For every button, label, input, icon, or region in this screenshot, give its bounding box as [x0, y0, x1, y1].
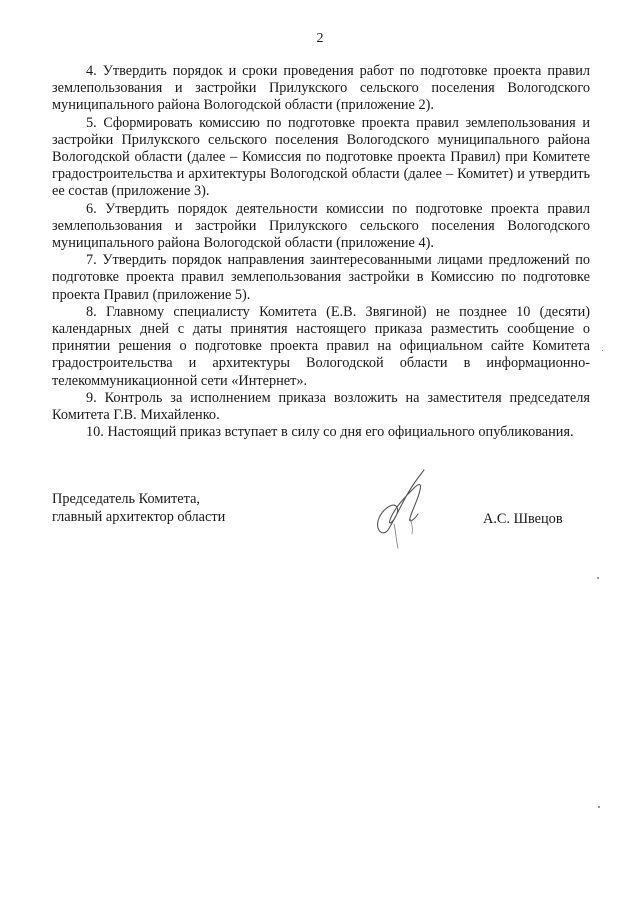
- handwritten-signature: [366, 462, 446, 552]
- paragraph-6: 6. Утвердить порядок деятельности комиссии по подготовке проекта правил землепользования и застройки Прилукского сельского поселения Вологодского муниципального района Вологодской области (приложение 4).: [52, 200, 590, 252]
- signatory-position-line-2: главный архитектор области: [52, 508, 226, 525]
- paragraph-8: 8. Главному специалисту Комитета (Е.В. Звягиной) не позднее 10 (десяти) календарных дней с даты принятия настоящего приказа разместить сообщение о принятии решения о подготовке проекта правил на официальном сайте Комитета градостроительства и архитектуры Вологодской области в информационно-телекоммуникационной сети «Интернет».: [52, 303, 590, 389]
- scan-speck: [597, 577, 599, 579]
- paragraph-10: 10. Настоящий приказ вступает в силу со дня его официального опубликования.: [86, 424, 574, 441]
- paragraph-5: 5. Сформировать комиссию по подготовке проекта правил землепользования и застройки Прилукского сельского поселения Вологодского муниципального района Вологодской области (далее – Комиссия по подготовке проекта Правил) при Комитете градостроительства и архитектуры Вологодской области (далее – Комитет) и утвердить ее состав (приложение 3).: [52, 114, 590, 200]
- paragraph-9: 9. Контроль за исполнением приказа возложить на заместителя председателя Комитета Г.В. Михайленко.: [52, 389, 590, 424]
- paragraph-4: 4. Утвердить порядок и сроки проведения работ по подготовке проекта правил землепользования и застройки Прилукского сельского поселения Вологодского муниципального района Вологодской области (приложение 2).: [52, 63, 590, 114]
- signatory-position-line-1: Председатель Комитета,: [52, 491, 200, 507]
- paragraph-7: 7. Утвердить порядок направления заинтересованными лицами предложений по подготовке проекта правил землепользования застройки в Комиссию по подготовке проекта Правил (приложение 5).: [52, 252, 590, 303]
- document-body: [52, 63, 590, 441]
- scan-speck: [598, 806, 600, 808]
- signatory-position: [52, 491, 225, 526]
- scan-speck: [602, 350, 603, 351]
- page-number: 2: [316, 31, 324, 46]
- signatory-name: А.С. Швецов: [483, 511, 563, 527]
